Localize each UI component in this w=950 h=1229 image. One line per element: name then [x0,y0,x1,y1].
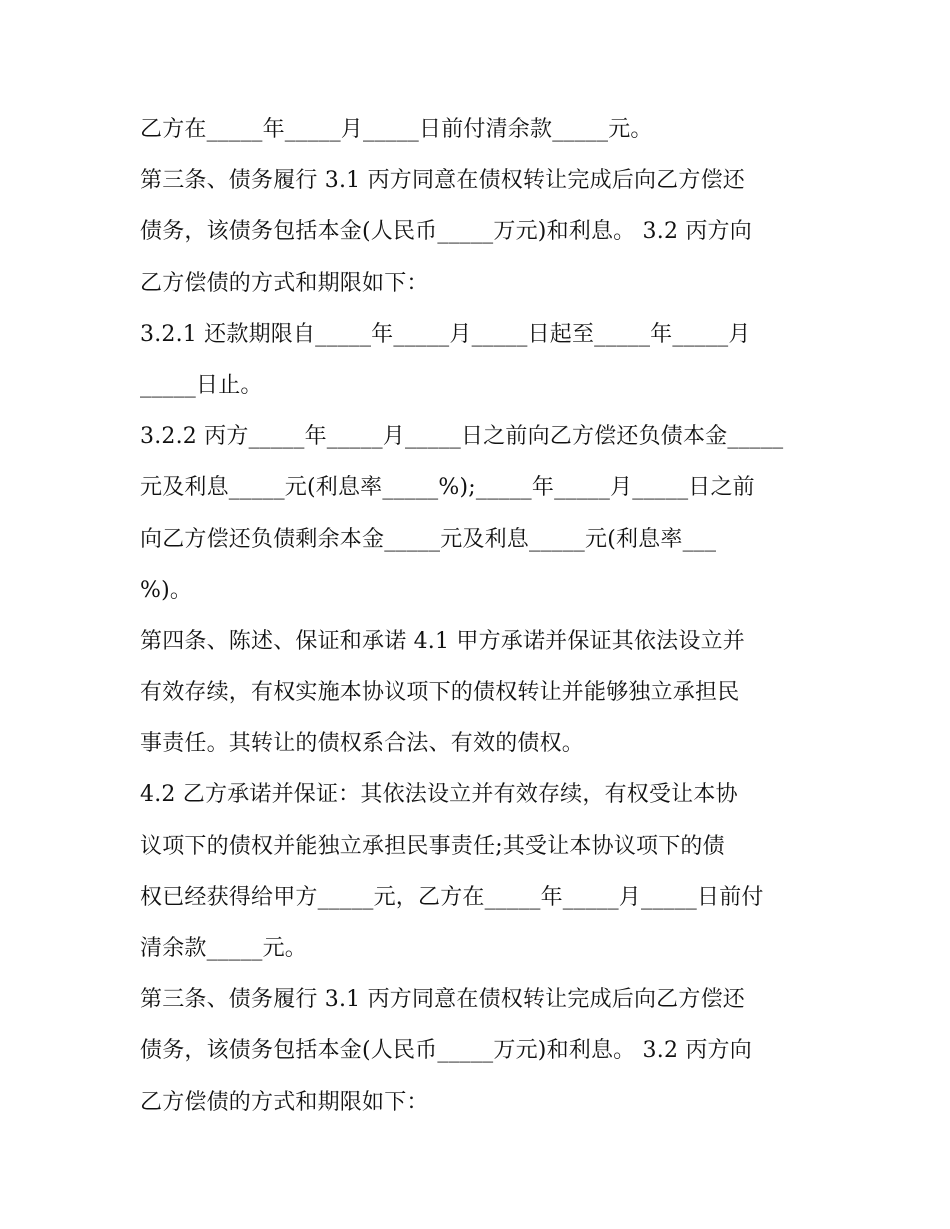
document-body [140,104,830,1128]
text-line: _____日止。 [140,372,263,398]
text-line: 议项下的债权并能独立承担民事责任;其受让本协议项下的债 [140,833,725,859]
text-line: 元及利息_____元(利息率_____%);_____年_____月_____日之前 [140,475,755,501]
text-line: 第四条、陈述、保证和承诺 4.1 甲方承诺并保证其依法设立并 [140,628,745,654]
text-line: 债务，该债务包括本金(人民币_____万元)和利息。 3.2 丙方向 [140,1038,752,1064]
text-line: 乙方偿债的方式和期限如下： [140,1089,429,1115]
text-line: 第三条、债务履行 3.1 丙方同意在债权转让完成后向乙方偿还 [140,987,745,1013]
text-line: 债务，该债务包括本金(人民币_____万元)和利息。 3.2 丙方向 [140,219,752,245]
text-line: 4.2 乙方承诺并保证：其依法设立并有效存续，有权受让本协 [140,782,738,808]
text-line: 3.2.2 丙方_____年_____月_____日之前向乙方偿还负债本金_____ [140,424,784,450]
text-line: 乙方偿债的方式和期限如下： [140,270,429,296]
text-line: 向乙方偿还负债剩余本金_____元及利息_____元(利息率___ [140,526,717,552]
text-line: 事责任。其转让的债权系合法、有效的债权。 [140,731,585,757]
text-line: 乙方在_____年_____月_____日前付清余款_____元。 [140,117,653,142]
text-line: 第三条、债务履行 3.1 丙方同意在债权转让完成后向乙方偿还 [140,168,745,194]
text-line: 有效存续，有权实施本协议项下的债权转让并能够独立承担民 [140,680,740,706]
text-line: 清余款_____元。 [140,936,308,961]
text-line: 3.2.1 还款期限自_____年_____月_____日起至_____年_____月 [140,321,751,347]
text-line: %)。 [140,577,193,603]
text-line: 权已经获得给甲方_____元，乙方在_____年_____月_____日前付 [140,884,764,910]
